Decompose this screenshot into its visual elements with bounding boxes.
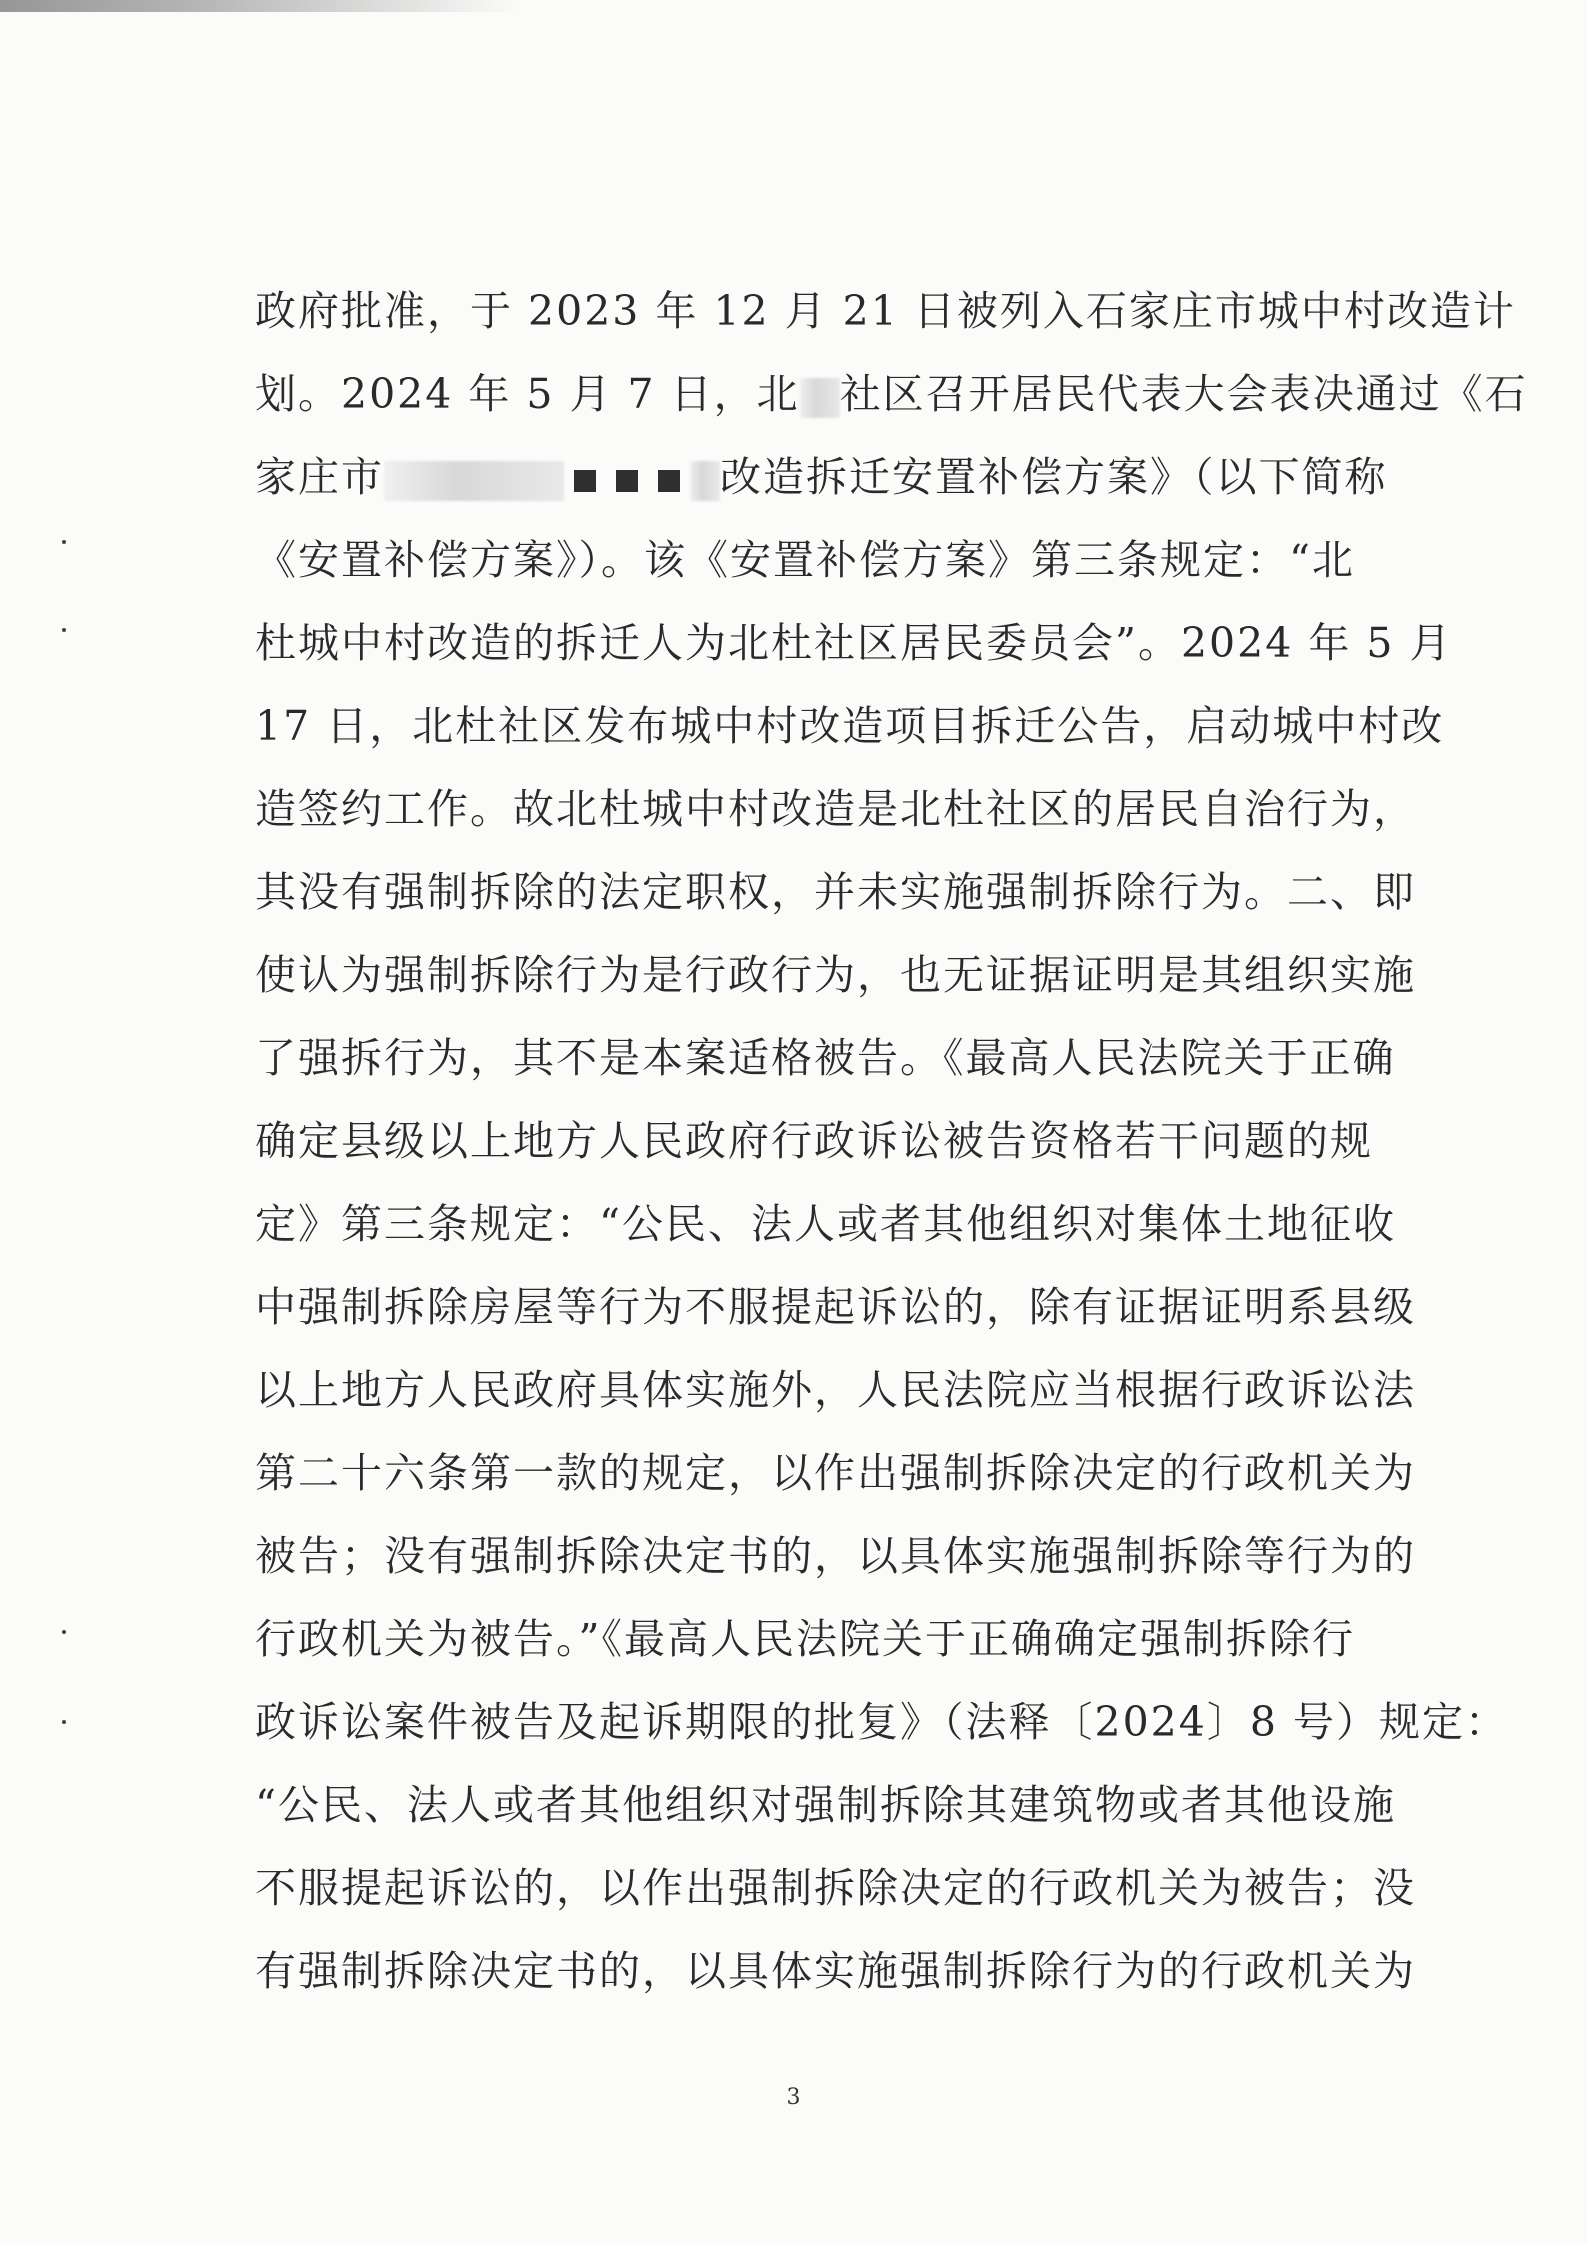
text-line-redacted [255, 436, 1405, 519]
text-line: 其没有强制拆除的法定职权，并未实施强制拆除行为。二、即 [255, 868, 1416, 916]
text-line: 不服提起诉讼的，以作出强制拆除决定的行政机关为被告；没 [255, 1864, 1416, 1912]
text-line: 确定县级以上地方人民政府行政诉讼被告资格若干问题的规 [255, 1117, 1373, 1165]
text-line: “公民、法人或者其他组织对强制拆除其建筑物或者其他设施 [255, 1781, 1396, 1829]
scan-edge-mark [0, 0, 520, 12]
margin-dot [62, 540, 66, 544]
margin-dot [62, 628, 66, 632]
text-line: 定》第三条规定：“公民、法人或者其他组织对集体土地征收 [255, 1200, 1396, 1248]
text-line: 有强制拆除决定书的，以具体实施强制拆除行为的行政机关为 [255, 1947, 1416, 1995]
redaction-mark [800, 378, 840, 418]
text-line: 17 日，北杜社区发布城中村改造项目拆迁公告，启动城中村改 [255, 702, 1445, 750]
text-line: 使认为强制拆除行为是行政行为，也无证据证明是其组织实施 [255, 951, 1416, 999]
redaction-block [658, 470, 680, 492]
text-line: 了强拆行为，其不是本案适格被告。《最高人民法院关于正确 [255, 1034, 1396, 1082]
text-segment: 社区召开居民代表大会表决通过《石 [839, 370, 1528, 418]
redaction-mark [384, 461, 564, 501]
body-text [255, 270, 1528, 2013]
text-line: 造签约工作。故北杜城中村改造是北杜社区的居民自治行为， [255, 785, 1416, 833]
redaction-mark [690, 461, 720, 501]
text-line: 政府批准，于 2023 年 12 月 21 日被列入石家庄市城中村改造计 [255, 287, 1516, 335]
redaction-block [616, 470, 638, 492]
text-segment: 改造拆迁安置补偿方案》（以下简称 [720, 453, 1388, 501]
text-line: 行政机关为被告。”《最高人民法院关于正确确定强制拆除行 [255, 1615, 1355, 1663]
text-line: 《安置补偿方案》）。该《安置补偿方案》第三条规定：“北 [255, 536, 1355, 584]
text-segment: 家庄市 [255, 453, 384, 501]
text-segment: 划。2024 年 5 月 7 日，北 [255, 370, 800, 418]
text-line: 杜城中村改造的拆迁人为北杜社区居民委员会”。2024 年 5 月 [255, 619, 1453, 667]
page-number: 3 [786, 2085, 801, 2110]
redaction-block [574, 470, 596, 492]
text-line: 政诉讼案件被告及起诉期限的批复》（法释〔2024〕8 号）规定： [255, 1698, 1508, 1746]
text-line: 以上地方人民政府具体实施外，人民法院应当根据行政诉讼法 [255, 1366, 1416, 1414]
text-line: 中强制拆除房屋等行为不服提起诉讼的，除有证据证明系县级 [255, 1283, 1416, 1331]
text-line: 被告；没有强制拆除决定书的，以具体实施强制拆除等行为的 [255, 1532, 1416, 1580]
text-line: 第二十六条第一款的规定，以作出强制拆除决定的行政机关为 [255, 1449, 1416, 1497]
margin-dot [62, 1630, 66, 1634]
margin-dot [62, 1720, 66, 1724]
text-line-redacted [255, 353, 1528, 436]
